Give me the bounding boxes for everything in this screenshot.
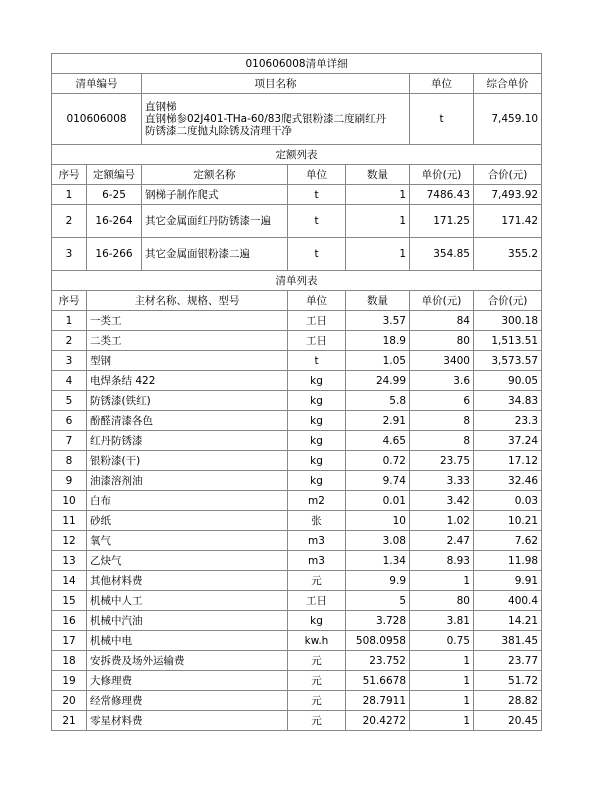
material-row xyxy=(52,711,542,731)
material-name: 大修理费 xyxy=(87,671,288,691)
material-qty: 23.752 xyxy=(346,651,410,671)
quota-price: 354.85 xyxy=(410,238,474,271)
bill-code-header: 清单编号 xyxy=(52,74,142,94)
material-price-header: 单价(元) xyxy=(410,291,474,311)
material-price: 3.81 xyxy=(410,611,474,631)
material-total: 381.45 xyxy=(474,631,542,651)
material-name: 安拆费及场外运输费 xyxy=(87,651,288,671)
quota-unit: t xyxy=(288,185,346,205)
material-qty: 20.4272 xyxy=(346,711,410,731)
material-name: 白布 xyxy=(87,491,288,511)
material-qty: 18.9 xyxy=(346,331,410,351)
material-price: 1 xyxy=(410,571,474,591)
table-title: 010606008清单详细 xyxy=(52,54,542,74)
quota-name: 钢梯子制作爬式 xyxy=(142,185,288,205)
bill-name xyxy=(142,94,410,145)
material-name: 红丹防锈漆 xyxy=(87,431,288,451)
material-seq: 10 xyxy=(52,491,87,511)
material-price: 23.75 xyxy=(410,451,474,471)
material-row xyxy=(52,631,542,651)
material-row xyxy=(52,491,542,511)
material-row xyxy=(52,651,542,671)
material-price: 6 xyxy=(410,391,474,411)
material-seq-header: 序号 xyxy=(52,291,87,311)
quota-seq: 3 xyxy=(52,238,87,271)
material-name: 机械中电 xyxy=(87,631,288,651)
material-seq: 15 xyxy=(52,591,87,611)
material-unit: 元 xyxy=(288,571,346,591)
quota-seq: 1 xyxy=(52,185,87,205)
material-total: 1,513.51 xyxy=(474,331,542,351)
material-name: 油漆溶剂油 xyxy=(87,471,288,491)
material-seq: 3 xyxy=(52,351,87,371)
material-name: 机械中人工 xyxy=(87,591,288,611)
quota-qty: 1 xyxy=(346,238,410,271)
quota-total-header: 合价(元) xyxy=(474,165,542,185)
quota-code: 16-264 xyxy=(87,205,142,238)
material-total: 90.05 xyxy=(474,371,542,391)
material-row xyxy=(52,671,542,691)
material-seq: 14 xyxy=(52,571,87,591)
material-seq: 20 xyxy=(52,691,87,711)
material-name: 机械中汽油 xyxy=(87,611,288,631)
material-total: 23.77 xyxy=(474,651,542,671)
material-unit-header: 单位 xyxy=(288,291,346,311)
material-unit: 元 xyxy=(288,651,346,671)
material-seq: 7 xyxy=(52,431,87,451)
material-seq: 5 xyxy=(52,391,87,411)
material-total-header: 合价(元) xyxy=(474,291,542,311)
quota-total: 355.2 xyxy=(474,238,542,271)
material-qty: 0.01 xyxy=(346,491,410,511)
material-qty: 508.0958 xyxy=(346,631,410,651)
material-seq: 8 xyxy=(52,451,87,471)
material-name: 银粉漆(干) xyxy=(87,451,288,471)
material-unit: 元 xyxy=(288,671,346,691)
bill-detail-table xyxy=(51,53,542,731)
material-total: 37.24 xyxy=(474,431,542,451)
material-price: 1 xyxy=(410,691,474,711)
material-unit: 工日 xyxy=(288,591,346,611)
material-price: 8.93 xyxy=(410,551,474,571)
material-unit: t xyxy=(288,351,346,371)
material-unit: kg xyxy=(288,471,346,491)
material-price: 80 xyxy=(410,331,474,351)
material-name-header: 主材名称、规格、型号 xyxy=(87,291,288,311)
material-row xyxy=(52,371,542,391)
material-unit: 工日 xyxy=(288,331,346,351)
material-seq: 9 xyxy=(52,471,87,491)
material-total: 400.4 xyxy=(474,591,542,611)
material-qty-header: 数量 xyxy=(346,291,410,311)
bill-code: 010606008 xyxy=(52,94,142,145)
material-qty: 51.6678 xyxy=(346,671,410,691)
material-seq: 1 xyxy=(52,311,87,331)
material-price: 3.6 xyxy=(410,371,474,391)
quota-code-header: 定额编号 xyxy=(87,165,142,185)
material-total: 32.46 xyxy=(474,471,542,491)
material-name: 乙炔气 xyxy=(87,551,288,571)
material-seq: 21 xyxy=(52,711,87,731)
quota-code: 16-266 xyxy=(87,238,142,271)
material-name: 一类工 xyxy=(87,311,288,331)
material-total: 51.72 xyxy=(474,671,542,691)
material-qty: 0.72 xyxy=(346,451,410,471)
material-unit: kg xyxy=(288,371,346,391)
material-row xyxy=(52,611,542,631)
material-price: 8 xyxy=(410,411,474,431)
quota-row xyxy=(52,185,542,205)
material-unit: kg xyxy=(288,391,346,411)
material-total: 20.45 xyxy=(474,711,542,731)
material-price: 1 xyxy=(410,651,474,671)
quota-total: 171.42 xyxy=(474,205,542,238)
material-seq: 18 xyxy=(52,651,87,671)
material-total: 34.83 xyxy=(474,391,542,411)
material-unit: m3 xyxy=(288,531,346,551)
material-row xyxy=(52,531,542,551)
material-total: 14.21 xyxy=(474,611,542,631)
quota-row xyxy=(52,238,542,271)
material-seq: 6 xyxy=(52,411,87,431)
material-total: 3,573.57 xyxy=(474,351,542,371)
material-qty: 3.08 xyxy=(346,531,410,551)
material-seq: 2 xyxy=(52,331,87,351)
material-price: 84 xyxy=(410,311,474,331)
material-unit: kg xyxy=(288,451,346,471)
material-row xyxy=(52,351,542,371)
material-total: 10.21 xyxy=(474,511,542,531)
material-name: 防锈漆(铁红) xyxy=(87,391,288,411)
quota-price: 171.25 xyxy=(410,205,474,238)
material-qty: 24.99 xyxy=(346,371,410,391)
material-seq: 13 xyxy=(52,551,87,571)
material-qty: 1.34 xyxy=(346,551,410,571)
material-unit: m3 xyxy=(288,551,346,571)
material-qty: 5.8 xyxy=(346,391,410,411)
material-row xyxy=(52,691,542,711)
material-unit: 元 xyxy=(288,711,346,731)
material-unit: 张 xyxy=(288,511,346,531)
material-row xyxy=(52,431,542,451)
quota-qty: 1 xyxy=(346,205,410,238)
material-qty: 28.7911 xyxy=(346,691,410,711)
material-row xyxy=(52,511,542,531)
material-unit: kw.h xyxy=(288,631,346,651)
quota-total: 7,493.92 xyxy=(474,185,542,205)
material-price: 0.75 xyxy=(410,631,474,651)
material-row xyxy=(52,411,542,431)
bill-unit-header: 单位 xyxy=(410,74,474,94)
material-name: 氧气 xyxy=(87,531,288,551)
material-name: 二类工 xyxy=(87,331,288,351)
material-seq: 19 xyxy=(52,671,87,691)
material-price: 1 xyxy=(410,671,474,691)
material-name: 其他材料费 xyxy=(87,571,288,591)
material-price: 2.47 xyxy=(410,531,474,551)
material-total: 17.12 xyxy=(474,451,542,471)
material-price: 1 xyxy=(410,711,474,731)
material-name: 经常修理费 xyxy=(87,691,288,711)
material-row xyxy=(52,591,542,611)
bill-unit: t xyxy=(410,94,474,145)
material-total: 28.82 xyxy=(474,691,542,711)
material-qty: 4.65 xyxy=(346,431,410,451)
quota-row xyxy=(52,205,542,238)
material-seq: 12 xyxy=(52,531,87,551)
material-row xyxy=(52,551,542,571)
material-unit: 元 xyxy=(288,691,346,711)
material-name: 砂纸 xyxy=(87,511,288,531)
material-row xyxy=(52,451,542,471)
material-qty: 9.9 xyxy=(346,571,410,591)
materials-section-title: 清单列表 xyxy=(52,271,542,291)
bill-price: 7,459.10 xyxy=(474,94,542,145)
material-price: 80 xyxy=(410,591,474,611)
material-total: 7.62 xyxy=(474,531,542,551)
material-total: 11.98 xyxy=(474,551,542,571)
material-row xyxy=(52,391,542,411)
material-price: 3.33 xyxy=(410,471,474,491)
bill-name-line2: 直钢梯参02J401-THa-60/83爬式银粉漆二度刷红丹 xyxy=(145,113,387,125)
material-unit: kg xyxy=(288,411,346,431)
material-qty: 3.57 xyxy=(346,311,410,331)
material-qty: 3.728 xyxy=(346,611,410,631)
material-row xyxy=(52,331,542,351)
material-price: 1.02 xyxy=(410,511,474,531)
material-row xyxy=(52,471,542,491)
material-row xyxy=(52,311,542,331)
material-price: 8 xyxy=(410,431,474,451)
quota-price: 7486.43 xyxy=(410,185,474,205)
material-seq: 17 xyxy=(52,631,87,651)
material-name: 电焊条结 422 xyxy=(87,371,288,391)
quota-name: 其它金属面红丹防锈漆一遍 xyxy=(142,205,288,238)
material-qty: 2.91 xyxy=(346,411,410,431)
quota-qty: 1 xyxy=(346,185,410,205)
material-unit: kg xyxy=(288,431,346,451)
material-unit: m2 xyxy=(288,491,346,511)
quota-code: 6-25 xyxy=(87,185,142,205)
material-unit: 工日 xyxy=(288,311,346,331)
material-total: 23.3 xyxy=(474,411,542,431)
quota-price-header: 单价(元) xyxy=(410,165,474,185)
material-seq: 4 xyxy=(52,371,87,391)
material-unit: kg xyxy=(288,611,346,631)
quota-name-header: 定额名称 xyxy=(142,165,288,185)
quota-unit-header: 单位 xyxy=(288,165,346,185)
material-name: 酚醛清漆各色 xyxy=(87,411,288,431)
bill-name-line1: 直钢梯 xyxy=(145,101,177,113)
quota-seq-header: 序号 xyxy=(52,165,87,185)
material-row xyxy=(52,571,542,591)
material-qty: 5 xyxy=(346,591,410,611)
material-price: 3400 xyxy=(410,351,474,371)
material-qty: 1.05 xyxy=(346,351,410,371)
material-seq: 11 xyxy=(52,511,87,531)
quota-seq: 2 xyxy=(52,205,87,238)
material-total: 0.03 xyxy=(474,491,542,511)
quota-section-title: 定额列表 xyxy=(52,145,542,165)
material-price: 3.42 xyxy=(410,491,474,511)
material-name: 型钢 xyxy=(87,351,288,371)
quota-unit: t xyxy=(288,205,346,238)
material-name: 零星材料费 xyxy=(87,711,288,731)
material-total: 9.91 xyxy=(474,571,542,591)
quota-qty-header: 数量 xyxy=(346,165,410,185)
quota-unit: t xyxy=(288,238,346,271)
quota-name: 其它金属面银粉漆二遍 xyxy=(142,238,288,271)
material-total: 300.18 xyxy=(474,311,542,331)
material-qty: 9.74 xyxy=(346,471,410,491)
bill-name-line3: 防锈漆二度抛丸除锈及清理干净 xyxy=(145,125,292,137)
material-qty: 10 xyxy=(346,511,410,531)
material-seq: 16 xyxy=(52,611,87,631)
bill-price-header: 综合单价 xyxy=(474,74,542,94)
bill-name-header: 项目名称 xyxy=(142,74,410,94)
